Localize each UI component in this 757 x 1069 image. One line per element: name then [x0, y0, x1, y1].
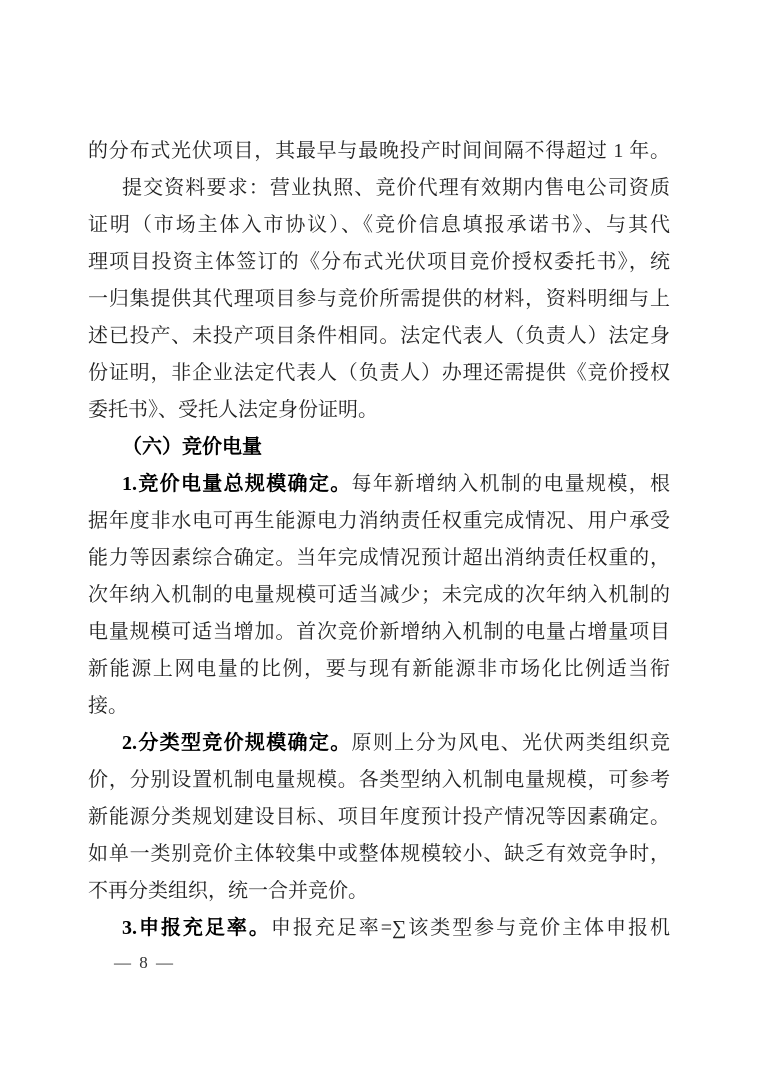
line-text: 委托书》、受托人法定身份证明。 — [88, 399, 378, 421]
page-number: — 8 — — [114, 953, 175, 972]
line-text: 证明（市场主体入市协议）、《竞价信息填报承诺书》、与其代 — [88, 214, 670, 236]
text-line — [88, 614, 670, 651]
line-text: 新能源上网电量的比例，要与现有新能源非市场化比例适当衔 — [88, 658, 670, 680]
line-text: 如单一类别竞价主体较集中或整体规模较小、缺乏有效竞争时， — [88, 843, 670, 865]
line-text: 提交资料要求：营业执照、竞价代理有效期内售电公司资质 — [122, 177, 670, 199]
text-line — [88, 910, 670, 947]
text-line — [88, 688, 670, 725]
text-line — [88, 244, 670, 281]
text-line — [88, 355, 670, 392]
text-line — [88, 392, 670, 429]
line-text: 次年纳入机制的电量规模可适当减少；未完成的次年纳入机制的 — [88, 584, 670, 606]
text-line — [88, 725, 670, 762]
line-text: 新能源分类规划建设目标、项目年度预计投产情况等因素确定。 — [88, 806, 670, 828]
text-line — [88, 503, 670, 540]
line-text: 价，分别设置机制电量规模。各类型纳入机制电量规模，可参考 — [88, 769, 670, 791]
line-text: 能力等因素综合确定。当年完成情况预计超出消纳责任权重的， — [88, 547, 670, 569]
text-line — [88, 170, 670, 207]
line-text: 接。 — [88, 695, 128, 717]
text-line — [88, 318, 670, 355]
text-line — [88, 577, 670, 614]
line-text: 份证明，非企业法定代表人（负责人）办理还需提供《竞价授权 — [88, 362, 670, 384]
line-text: 申报充足率=∑该类型参与竞价主体申报机 — [270, 917, 670, 939]
paragraph-lead: 2.分类型竞价规模确定。 — [122, 732, 352, 754]
document-body — [88, 133, 670, 947]
text-line — [88, 762, 670, 799]
text-line — [88, 836, 670, 873]
line-text: 原则上分为风电、光伏两类组织竞 — [351, 732, 671, 754]
text-line — [88, 540, 670, 577]
text-line — [88, 873, 670, 910]
text-line — [88, 281, 670, 318]
line-text: 理项目投资主体签订的《分布式光伏项目竞价授权委托书》，统 — [88, 251, 670, 273]
paragraph-lead: 1.竞价电量总规模确定。 — [122, 473, 352, 495]
line-text: 电量规模可适当增加。首次竞价新增纳入机制的电量占增量项目 — [88, 621, 670, 643]
text-line — [88, 651, 670, 688]
paragraph-lead: 3.申报充足率。 — [122, 917, 271, 939]
line-text: 述已投产、未投产项目条件相同。法定代表人（负责人）法定身 — [88, 325, 670, 347]
text-line — [88, 799, 670, 836]
text-line — [88, 133, 670, 170]
line-text: 每年新增纳入机制的电量规模，根 — [351, 473, 671, 495]
text-line — [88, 207, 670, 244]
text-line — [88, 466, 670, 503]
line-text: 不再分类组织，统一合并竞价。 — [88, 880, 368, 902]
line-text: 一归集提供其代理项目参与竞价所需提供的材料，资料明细与上 — [88, 288, 670, 310]
section-heading — [88, 429, 670, 466]
line-text: （六）竞价电量 — [122, 436, 262, 458]
line-text: 的分布式光伏项目，其最早与最晚投产时间间隔不得超过 1 年。 — [88, 140, 670, 162]
line-text: 据年度非水电可再生能源电力消纳责任权重完成情况、用户承受 — [88, 510, 670, 532]
